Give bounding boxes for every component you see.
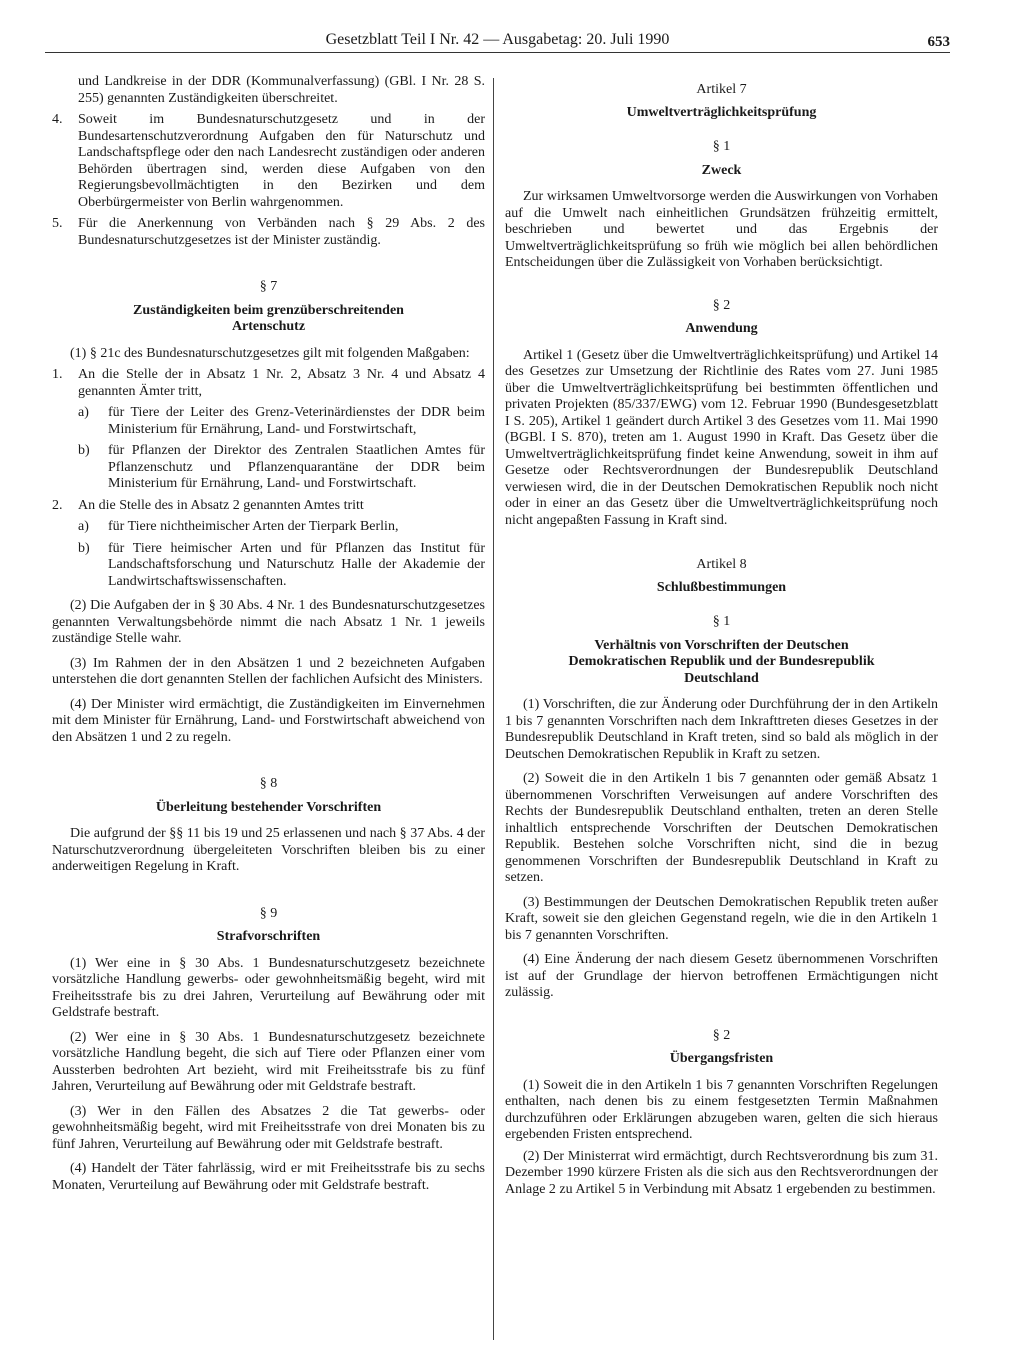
section-number: § 9: [259, 905, 278, 921]
article-7-heading: [505, 82, 938, 121]
paragraph: (3) Wer in den Fällen des Absatzes 2 die Tat gewerbs- oder gewohnheitsmäßig begeht, wird mit Freiheitsstrafe von drei Monaten bis zu fünf Jahren, Verurteilung auf Bewährung oder mit Geldstrafe bestraft.: [52, 1103, 485, 1152]
paragraph: Zur wirksamen Umweltvorsorge werden die Auswirkungen von Vorhaben auf die Umwelt nach einheitlichen Grundsätzen frühzeitig ermittelt, beschrieben und bewertet und das Ergebnis der Umweltverträglichkeitsprüfung so früh wie möglich bei allen behördlichen Entscheidungen über die Zulässigkeit von Vorhaben berücksichtigt.: [505, 189, 938, 270]
section-heading: [505, 139, 938, 179]
item-number: 4.: [52, 112, 63, 127]
page-number: 653: [927, 34, 950, 50]
paragraph: (1) Wer eine in § 30 Abs. 1 Bundesnaturschutzgesetz bezeichnete vorsätzliche Handlung gewerbs- oder gewohnheitsmäßig begeht, wird mit Freiheitsstrafe bis zu drei Jahren, Verurteilung auf Bewährung oder mit Geldstrafe bestraft.: [52, 955, 485, 1020]
right-column: [505, 74, 938, 1203]
sub-item-letter: a): [78, 519, 89, 534]
item-number: 5.: [52, 216, 63, 231]
sub-item: [78, 405, 485, 438]
paragraph: Die aufgrund der §§ 11 bis 19 und 25 erlassenen und nach § 37 Abs. 4 der Naturschutzverordnung übergeleiteten Vorschriften bleiben bis zu einer anderweitigen Regelung in Kraft.: [52, 826, 485, 874]
item-text: Für die Anerkennung von Verbänden nach § 29 Abs. 2 des Bundesnaturschutzgesetzes ist der Minister zuständig.: [78, 216, 485, 248]
paragraph: Artikel 1 (Gesetz über die Umweltverträglichkeitsprüfung) und Artikel 14 des Gesetzes zur Umsetzung der Richtlinie des Rates vom 27. Juni 1985 über die Umweltverträglichkeitsprüfung bei bestimmten öffentlichen und privaten Projekten (85/337/EWG) vom 12. Februar 1990 (Bundesgesetzblatt I S. 205), Artikel 1 geändert durch Artikel 3 des Gesetzes vom 11. Mai 1990 (BGBl. I S. 870), treten am 1. August 1990 in Kraft. Das Gesetz über die Umweltverträglichkeitsprüfung findet keine Anwendung, soweit in ihm auf Gesetze oder Rechtsverordnungen der Bundesrepublik Deutschland verwiesen wird, die in der Deutschen Demokratischen Republik noch nicht oder in einer an das Gesetz über die Umweltverträglichkeitsprüfung noch nicht angepaßten Fassung in Kraft sind.: [505, 347, 938, 528]
section-title: Zuständigkeiten beim grenzüberschreitenden Artenschutz: [133, 302, 404, 334]
left-column: [52, 74, 485, 1199]
item-text: Soweit im Bundesnaturschutzgesetz und in der Bundesartenschutzverordnung Aufgaben den für Naturschutz und Landschaftspflege oder den nach Landesrecht zuständigen oder anderen Behörden übertragen sind, werden diese Aufgaben von den Regierungsbevollmächtigten in den Bezirken und dem Oberbürgermeister von Berlin wahrgenommen.: [78, 112, 485, 210]
section-title: Anwendung: [685, 321, 758, 336]
section-heading: [505, 614, 938, 687]
paragraph: (3) Im Rahmen der in den Absätzen 1 und 2 bezeichneten Aufgaben unterstehen die dort genannten Stellen der fachlichen Aufsicht des Ministers.: [52, 655, 485, 687]
paragraph: (1) § 21c des Bundesnaturschutzgesetzes gilt mit folgenden Maßgaben:: [70, 345, 470, 361]
section-number: § 7: [259, 279, 278, 294]
item-text: An die Stelle der in Absatz 1 Nr. 2, Absatz 3 Nr. 4 und Absatz 4 genannten Ämter tritt,: [78, 367, 485, 399]
sub-item: [78, 519, 485, 536]
section-heading: [505, 298, 938, 338]
item-text: An die Stelle des in Absatz 2 genannten Amtes tritt: [78, 497, 364, 513]
item-number: 2.: [52, 497, 63, 513]
article-title: Umweltverträglichkeitsprüfung: [626, 104, 817, 120]
paragraph: (1) Vorschriften, die zur Änderung oder Durchführung der in den Artikeln 1 bis 7 genannten Vorschriften nach dem Inkrafttreten dieses Gesetzes in der Bundesrepublik Deutschland in Kraft treten, sind so bald als möglich in der Deutschen Demokratischen Republik in Kraft zu setzen.: [505, 697, 938, 762]
continued-text: und Landkreise in der DDR (Kommunalverfassung) (GBl. I Nr. 28 S. 255) genannten Zuständigkeiten überschreitet.: [78, 74, 485, 106]
section-title: Überleitung bestehender Vorschriften: [155, 799, 382, 815]
sub-item-text: für Tiere der Leiter des Grenz-Veterinärdienstes der DDR beim Ministerium für Ernährung, Land- und Forstwirtschaft,: [108, 405, 485, 437]
item-number: 1.: [52, 367, 63, 382]
sub-item-text: für Tiere heimischer Arten und für Pflanzen das Institut für Landschaftsforschung und Naturschutz Halle der Akademie der Landwirtschaftswissenschaften.: [108, 540, 485, 589]
column-divider: [493, 78, 494, 1340]
article-label: Artikel 8: [696, 557, 747, 572]
sub-item: [78, 541, 485, 591]
section-title: Verhältnis von Vorschriften der Deutschen Demokratischen Republik und der Bundesrepublik Deutschland: [568, 637, 875, 686]
sub-item-letter: b): [78, 540, 90, 556]
list-item: [52, 367, 485, 400]
paragraph: (2) Der Ministerrat wird ermächtigt, durch Rechtsverordnung bis zum 31. Dezember 1990 kürzere Fristen als die sich aus den Rechtsverordnungen der Anlage 2 zu Artikel 5 in Verbindung mit Absatz 1 ergebenden zu bestimmen.: [505, 1148, 938, 1197]
sub-item-letter: a): [78, 405, 89, 420]
section-heading: [505, 1028, 938, 1068]
section-number: § 2: [712, 1027, 731, 1043]
paragraph: (3) Bestimmungen der Deutschen Demokratischen Republik treten außer Kraft, soweit sie den gleichen Gegenstand regeln, wie die in den Artikeln 1 bis 7 genannten Vorschriften.: [505, 894, 938, 943]
article-8-heading: [505, 557, 938, 596]
article-title: Schlußbestimmungen: [656, 579, 787, 595]
header-title: Gesetzblatt Teil I Nr. 42 — Ausgabetag: 20. Juli 1990: [325, 31, 670, 48]
sub-item: [78, 443, 485, 493]
paragraph: (2) Die Aufgaben der in § 30 Abs. 4 Nr. 1 des Bundesnaturschutzgesetzes genannten Verwaltungsbehörde nimmt die nach Absatz 1 Nr. 1 jeweils zuständige Stelle wahr.: [52, 598, 485, 646]
list-item: [52, 498, 485, 515]
page-header: [45, 30, 950, 53]
paragraph: (4) Der Minister wird ermächtigt, die Zuständigkeiten im Einvernehmen mit dem Minister für Ernährung, Land- und Forstwirtschaft abweichend von den Absätzen 1 und 2 zu regeln.: [52, 696, 485, 745]
sub-item-text: für Tiere nichtheimischer Arten der Tierpark Berlin,: [108, 519, 399, 534]
section-title: Strafvorschriften: [216, 929, 321, 944]
paragraph: (2) Wer eine in § 30 Abs. 1 Bundesnaturschutzgesetz bezeichnete vorsätzliche Handlung begeht, die sich auf Tiere oder Pflanzen einer vom Aussterben bedrohten Art bezieht, wird mit Freiheitsstrafe bis zu fünf Jahren, Verurteilung auf Bewährung oder mit Geldstrafe bestraft.: [52, 1029, 485, 1094]
section-title: Zweck: [701, 162, 742, 178]
list-item: [52, 112, 485, 211]
paragraph: (2) Soweit die in den Artikeln 1 bis 7 genannten oder gemäß Absatz 1 übernommenen Vorschriften Verweisungen auf andere Vorschriften des Rechts der Bundesrepublik Deutschland enthalten, treten an deren Stelle inhaltlich entsprechende Vorschriften der Deutschen Demokratischen Republik. Bestehen solche Vorschriften nicht, sind die in bezug genommenen Vorschriften der Bundesrepublik Deutschland in Kraft zu setzen.: [505, 771, 938, 885]
paragraph: (4) Handelt der Täter fahrlässig, wird er mit Freiheitsstrafe bis zu sechs Monaten, Verurteilung auf Bewährung oder mit Geldstrafe bestraft.: [52, 1161, 485, 1193]
paragraph: (4) Eine Änderung der nach diesem Gesetz übernommenen Vorschriften ist auf der Grundlage der hiervon betroffenen Ermächtigungen nicht zulässig.: [505, 952, 938, 1000]
article-label: Artikel 7: [696, 82, 747, 97]
section-number: § 1: [712, 614, 731, 629]
section-number: § 1: [712, 139, 731, 154]
list-item: [52, 216, 485, 249]
section-number: § 2: [712, 297, 731, 313]
section-heading-7: [52, 279, 485, 336]
section-title: Übergangsfristen: [669, 1051, 774, 1066]
paragraph: (1) Soweit die in den Artikeln 1 bis 7 genannten Vorschriften Regelungen enthalten, nach denen bis zu einem festgesetzten Termin Maßnahmen durchzuführen oder Erklärungen abzugeben waren, gelten die sich hieraus ergebenden Fristen entsprechend.: [505, 1077, 938, 1142]
sub-item-text: für Pflanzen der Direktor des Zentralen Staatlichen Amtes für Pflanzenschutz und Pflanzenquarantäne der DDR beim Ministerium für Ernährung, Land- und Forstwirtschaft.: [108, 443, 485, 491]
section-heading-8: [52, 776, 485, 816]
section-heading-9: [52, 906, 485, 946]
section-number: § 8: [259, 776, 278, 791]
sub-item-letter: b): [78, 443, 90, 458]
